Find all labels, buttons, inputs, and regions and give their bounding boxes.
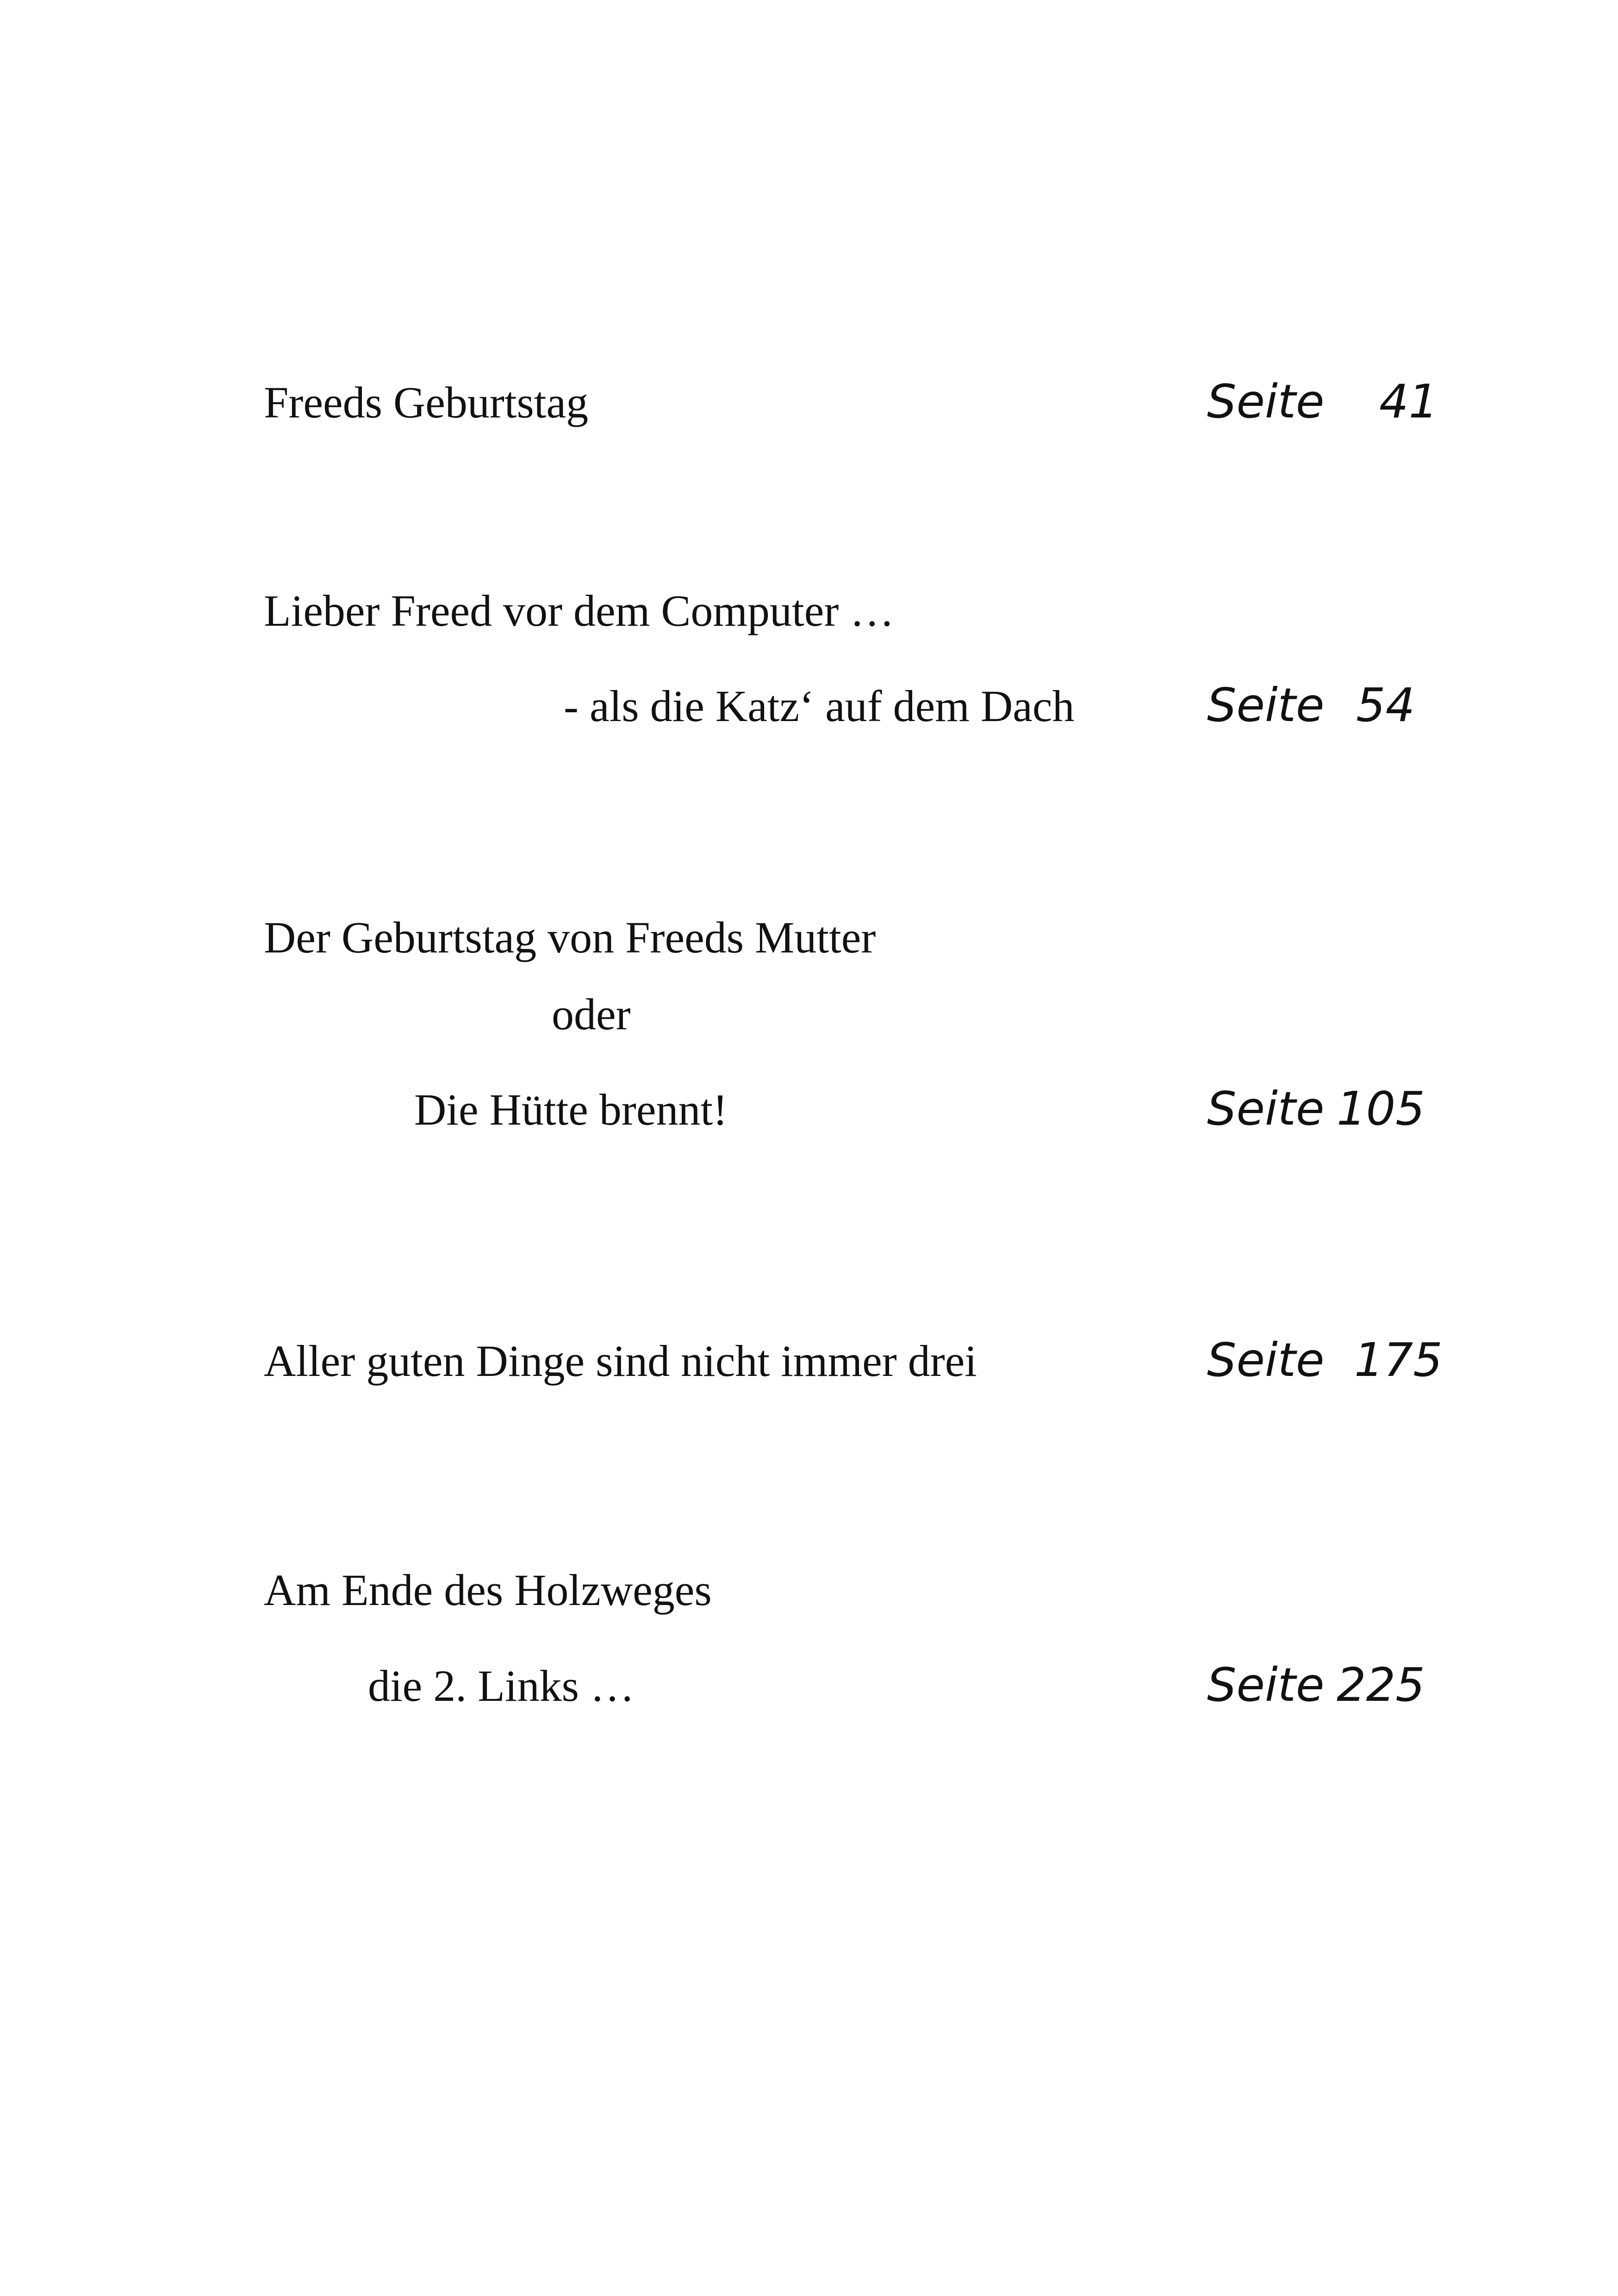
toc-entry-2-title: Lieber Freed vor dem Computer … [264,586,895,635]
seite-label: Seite [1207,1658,1325,1712]
page-number: 105 [1337,1082,1425,1136]
toc-entry-4-title: Aller guten Dinge sind nicht immer drei [264,1336,977,1386]
toc-entry-2-subtitle: - als die Katz‘ auf dem Dach [564,681,1075,731]
toc-entry-3-pageref [1207,1082,1425,1136]
toc-entry-4-pageref [1207,1333,1443,1387]
page-number: 175 [1354,1333,1443,1387]
toc-entry-5-subtitle: die 2. Links … [368,1661,635,1711]
seite-label: Seite [1207,678,1325,732]
seite-label: Seite [1207,1082,1325,1136]
toc-entry-3-subtitle: Die Hütte brennt! [414,1085,728,1134]
page-number: 225 [1337,1658,1425,1712]
toc-entry-5-title: Am Ende des Holzweges [264,1565,712,1615]
toc-entry-5-pageref [1207,1658,1425,1712]
page-number: 54 [1356,678,1415,732]
toc-entry-1-pageref [1207,374,1438,429]
seite-label: Seite [1207,374,1325,429]
toc-entry-1-title: Freeds Geburtstag [264,378,589,427]
seite-label: Seite [1207,1333,1325,1387]
toc-entry-3-connector: oder [552,989,631,1039]
toc-entry-3-title: Der Geburtstag von Freeds Mutter [264,913,876,962]
toc-entry-2-pageref [1207,678,1415,732]
page-number: 41 [1379,374,1438,429]
